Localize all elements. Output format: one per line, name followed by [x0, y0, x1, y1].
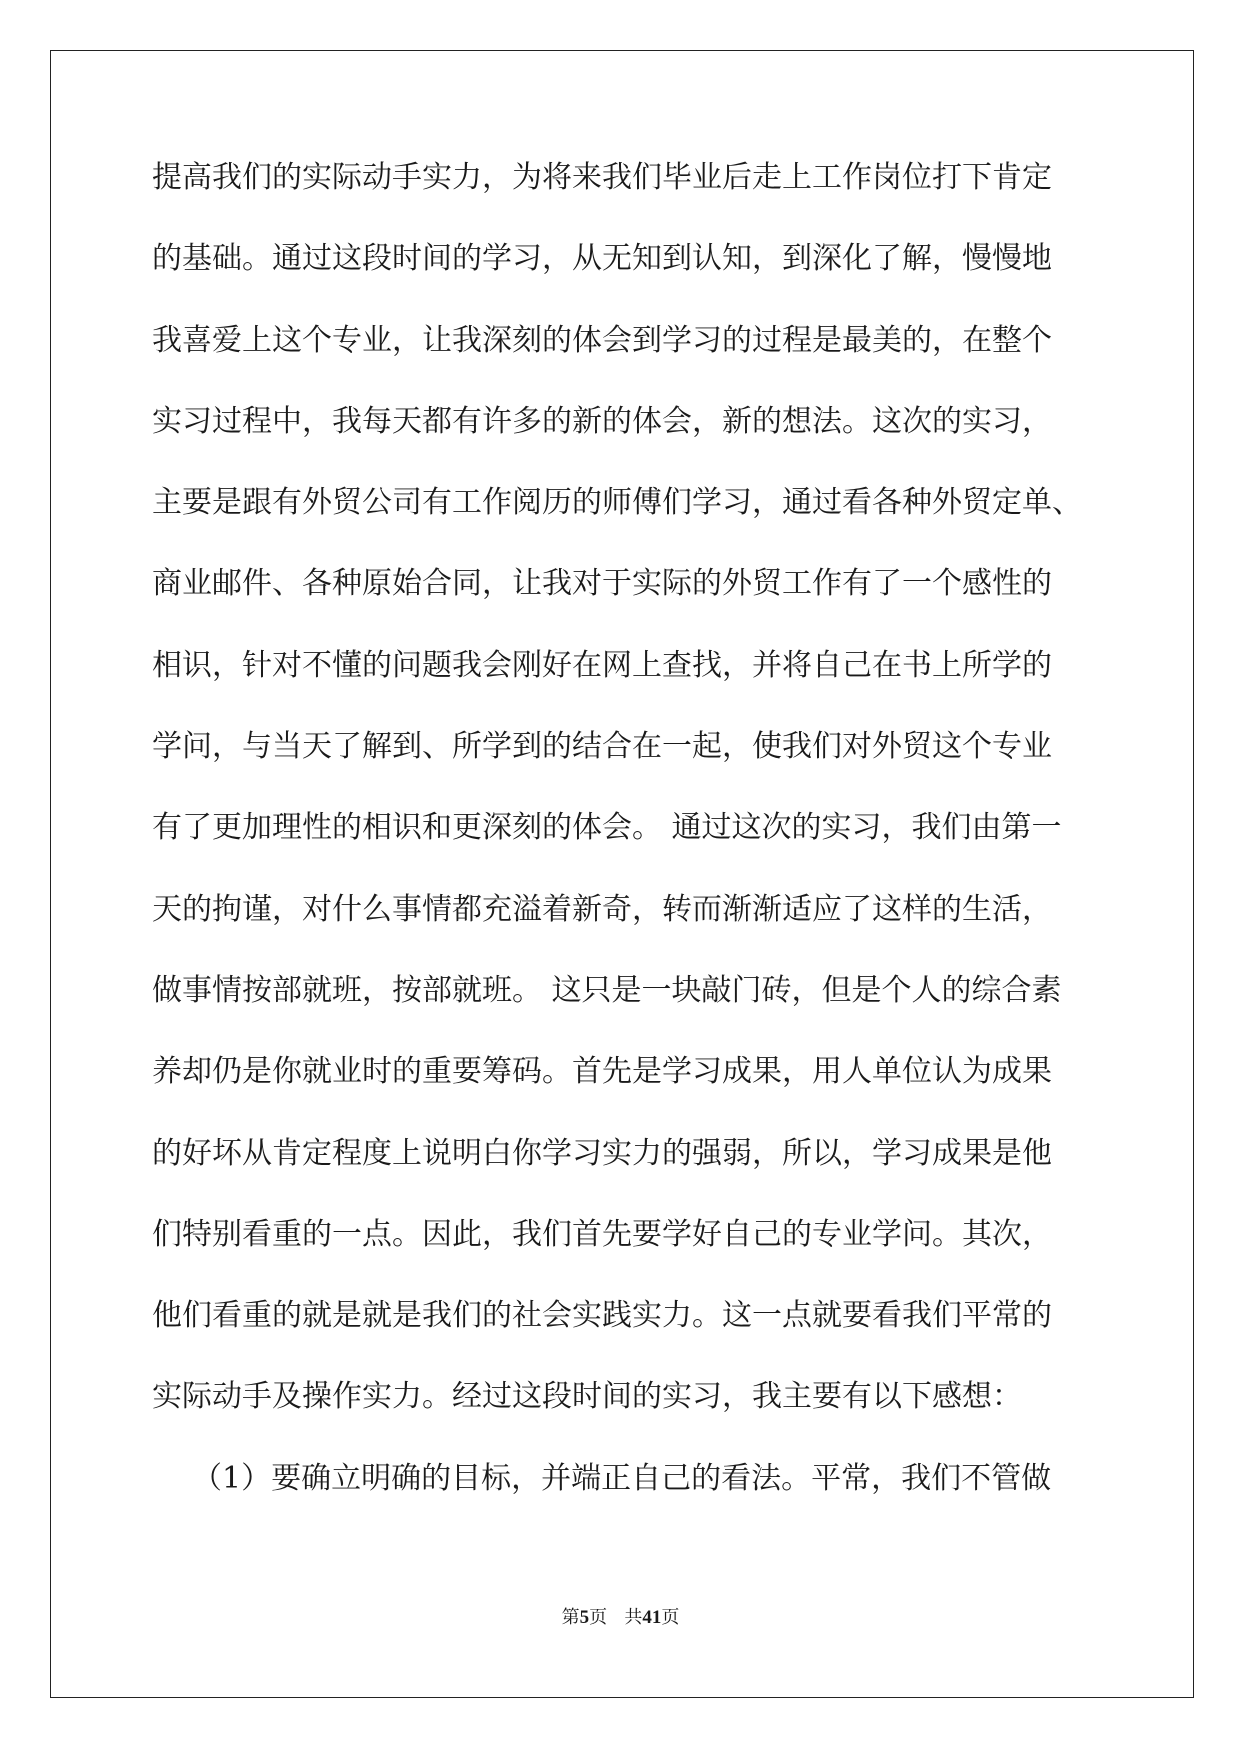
footer-prefix: 第: [561, 1607, 580, 1628]
footer-total-suffix: 页: [661, 1607, 680, 1628]
page-footer: [0, 1603, 1241, 1629]
paragraph-line: 有了更加理性的相识和更深刻的体会。 通过这次的实习，我们由第一: [152, 810, 1062, 846]
paragraph-line: 商业邮件、各种原始合同，让我对于实际的外贸工作有了一个感性的: [152, 566, 1052, 602]
paragraph-line: 们特别看重的一点。因此，我们首先要学好自己的专业学问。其次，: [152, 1216, 1052, 1252]
paragraph-line: 我喜爱上这个专业，让我深刻的体会到学习的过程是最美的，在整个: [152, 322, 1052, 358]
paragraph-line: 的好坏从肯定程度上说明白你学习实力的强弱，所以，学习成果是他: [152, 1135, 1052, 1171]
footer-page-suffix: 页: [589, 1607, 608, 1628]
paragraph-line: 主要是跟有外贸公司有工作阅历的师傅们学习，通过看各种外贸定单、: [152, 485, 1082, 521]
paragraph-line: 的基础。通过这段时间的学习，从无知到认知，到深化了解，慢慢地: [152, 241, 1052, 277]
document-body: [152, 158, 1102, 1540]
paragraph-line: 实习过程中，我每天都有许多的新的体会，新的想法。这次的实习，: [152, 403, 1052, 439]
paragraph-line: 学问，与当天了解到、所学到的结合在一起，使我们对外贸这个专业: [152, 729, 1052, 765]
paragraph-line: 提高我们的实际动手实力，为将来我们毕业后走上工作岗位打下肯定: [152, 160, 1052, 195]
paragraph-line: 养却仍是你就业时的重要筹码。首先是学习成果，用人单位认为成果: [152, 1054, 1052, 1090]
total-page-count: 41: [642, 1607, 662, 1628]
paragraph-line: 相识，针对不懂的问题我会刚好在网上查找，并将自己在书上所学的: [152, 647, 1052, 683]
list-item-line: （1）要确立明确的目标，并端正自己的看法。平常，我们不管做: [192, 1460, 1052, 1496]
paragraph-line: 天的拘谨，对什么事情都充溢着新奇，转而渐渐适应了这样的生活，: [152, 891, 1052, 927]
current-page-number: 5: [579, 1607, 590, 1628]
paragraph-line: 实际动手及操作实力。经过这段时间的实习，我主要有以下感想：: [152, 1379, 1022, 1415]
footer-total-prefix: 共: [624, 1607, 643, 1628]
paragraph-line: 做事情按部就班，按部就班。 这只是一块敲门砖，但是个人的综合素: [152, 972, 1062, 1008]
paragraph-line: 他们看重的就是就是我们的社会实践实力。这一点就要看我们平常的: [152, 1298, 1052, 1334]
